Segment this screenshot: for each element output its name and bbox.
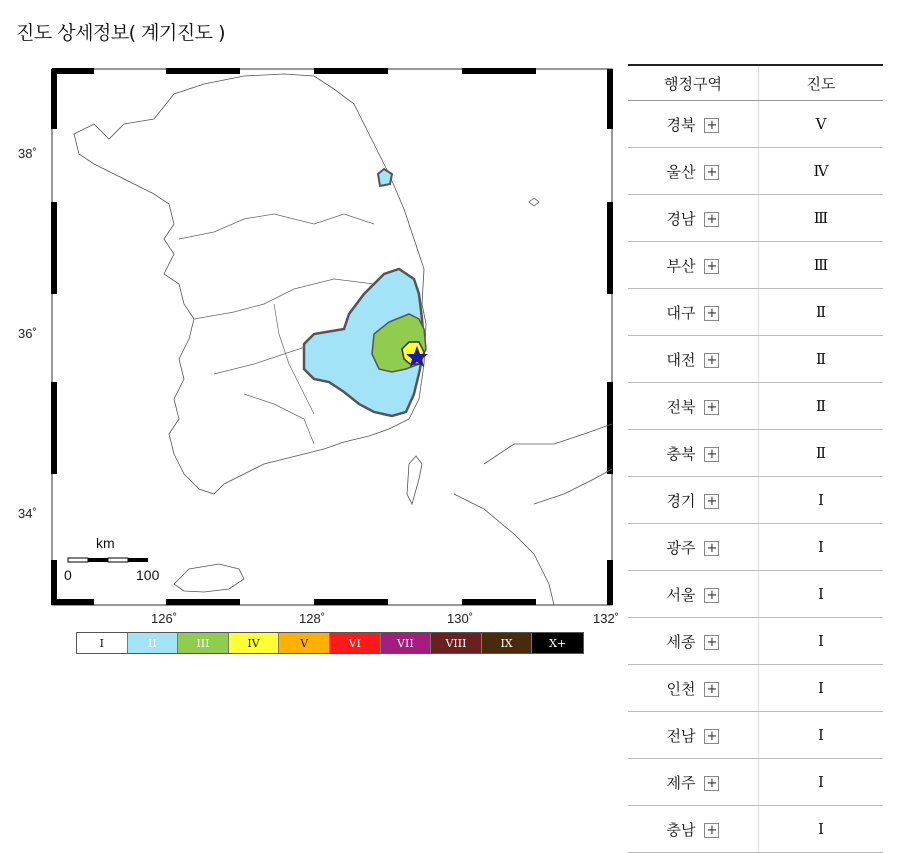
expand-button[interactable]: +: [704, 494, 719, 509]
intensity-cell: Ⅰ: [759, 571, 884, 618]
lon-label-132: 132˚: [593, 611, 620, 626]
region-cell: [628, 524, 759, 571]
scale-start: 0: [64, 567, 72, 583]
table-row: [628, 289, 883, 336]
intensity-cell: Ⅱ: [759, 289, 884, 336]
table-row: [628, 336, 883, 383]
region-cell: [628, 242, 759, 289]
intensity-cell: Ⅱ: [759, 430, 884, 477]
table-row: [628, 101, 883, 148]
region-name: 전남: [666, 726, 696, 745]
table-row: [628, 477, 883, 524]
region-cell: [628, 618, 759, 665]
region-name: 대전: [666, 350, 696, 369]
intensity-cell: Ⅳ: [759, 148, 884, 195]
expand-button[interactable]: +: [704, 447, 719, 462]
region-cell: [628, 336, 759, 383]
table-header-row: [628, 65, 883, 101]
table-row: [628, 148, 883, 195]
legend-cell-ii: II: [128, 633, 179, 653]
region-cell: [628, 195, 759, 242]
legend-cell-xplus: X+: [532, 633, 583, 653]
region-name: 세종: [666, 632, 696, 651]
intensity-legend: [76, 632, 584, 654]
table-body: [628, 101, 883, 853]
expand-button[interactable]: +: [704, 635, 719, 650]
region-cell: [628, 101, 759, 148]
legend-cell-ix: IX: [482, 633, 533, 653]
region-name: 제주: [666, 773, 696, 792]
legend-cell-viii: VIII: [431, 633, 482, 653]
expand-button[interactable]: +: [704, 729, 719, 744]
intensity-cell: Ⅱ: [759, 336, 884, 383]
region-name: 경남: [666, 209, 696, 228]
lat-label-38: 38˚: [18, 146, 37, 161]
expand-button[interactable]: +: [704, 682, 719, 697]
intensity-cell: Ⅰ: [759, 665, 884, 712]
map-canvas: [14, 64, 624, 656]
region-name: 서울: [666, 585, 696, 604]
table-row: [628, 665, 883, 712]
table-row: [628, 759, 883, 806]
region-name: 인천: [666, 679, 696, 698]
expand-button[interactable]: +: [704, 212, 719, 227]
page-title: 진도 상세정보( 계기진도 ): [16, 22, 225, 44]
intensity-map: [14, 64, 624, 656]
scale-unit: km: [96, 535, 115, 551]
region-name: 경북: [666, 115, 696, 134]
table-row: [628, 618, 883, 665]
legend-cell-iv: IV: [229, 633, 280, 653]
region-cell: [628, 289, 759, 336]
header-region: 행정구역: [628, 65, 759, 101]
region-name: 충북: [666, 444, 696, 463]
header-intensity: 진도: [759, 65, 884, 101]
legend-cell-vii: VII: [381, 633, 432, 653]
lon-label-126: 126˚: [151, 611, 178, 626]
expand-button[interactable]: +: [704, 353, 719, 368]
lon-label-130: 130˚: [447, 611, 474, 626]
legend-cell-vi: VI: [330, 633, 381, 653]
region-name: 부산: [666, 256, 696, 275]
region-cell: [628, 712, 759, 759]
expand-button[interactable]: +: [704, 776, 719, 791]
intensity-cell: Ⅰ: [759, 477, 884, 524]
expand-button[interactable]: +: [704, 118, 719, 133]
region-name: 전북: [666, 397, 696, 416]
expand-button[interactable]: +: [704, 400, 719, 415]
table-row: [628, 242, 883, 289]
region-name: 대구: [666, 303, 696, 322]
intensity-cell: Ⅲ: [759, 195, 884, 242]
expand-button[interactable]: +: [704, 259, 719, 274]
intensity-cell: Ⅴ: [759, 101, 884, 148]
table-row: [628, 571, 883, 618]
region-name: 울산: [666, 162, 696, 181]
table-row: [628, 712, 883, 759]
region-cell: [628, 665, 759, 712]
intensity-table: [628, 64, 883, 853]
region-cell: [628, 430, 759, 477]
region-name: 경기: [666, 491, 696, 510]
legend-cell-v: V: [279, 633, 330, 653]
lat-label-36: 36˚: [18, 326, 37, 341]
intensity-cell: Ⅲ: [759, 242, 884, 289]
intensity-cell: Ⅰ: [759, 618, 884, 665]
table-row: [628, 195, 883, 242]
region-name: 충남: [666, 820, 696, 839]
expand-button[interactable]: +: [704, 541, 719, 556]
expand-button[interactable]: +: [704, 823, 719, 838]
region-cell: [628, 571, 759, 618]
region-cell: [628, 383, 759, 430]
region-name: 광주: [666, 538, 696, 557]
region-cell: [628, 477, 759, 524]
lat-label-34: 34˚: [18, 506, 37, 521]
intensity-zone-ii-north: [378, 169, 392, 186]
table-row: [628, 806, 883, 853]
expand-button[interactable]: +: [704, 306, 719, 321]
legend-cell-i: I: [77, 633, 128, 653]
intensity-cell: Ⅰ: [759, 712, 884, 759]
intensity-cell: Ⅰ: [759, 806, 884, 853]
legend-cell-iii: III: [178, 633, 229, 653]
table-row: [628, 430, 883, 477]
scale-bar: [68, 558, 148, 562]
scale-end: 100: [136, 567, 160, 583]
table-row: [628, 383, 883, 430]
intensity-cell: Ⅰ: [759, 524, 884, 571]
expand-button[interactable]: +: [704, 588, 719, 603]
region-cell: [628, 759, 759, 806]
lon-label-128: 128˚: [299, 611, 326, 626]
expand-button[interactable]: +: [704, 165, 719, 180]
region-cell: [628, 148, 759, 195]
table-row: [628, 524, 883, 571]
intensity-cell: Ⅰ: [759, 759, 884, 806]
region-cell: [628, 806, 759, 853]
intensity-cell: Ⅱ: [759, 383, 884, 430]
